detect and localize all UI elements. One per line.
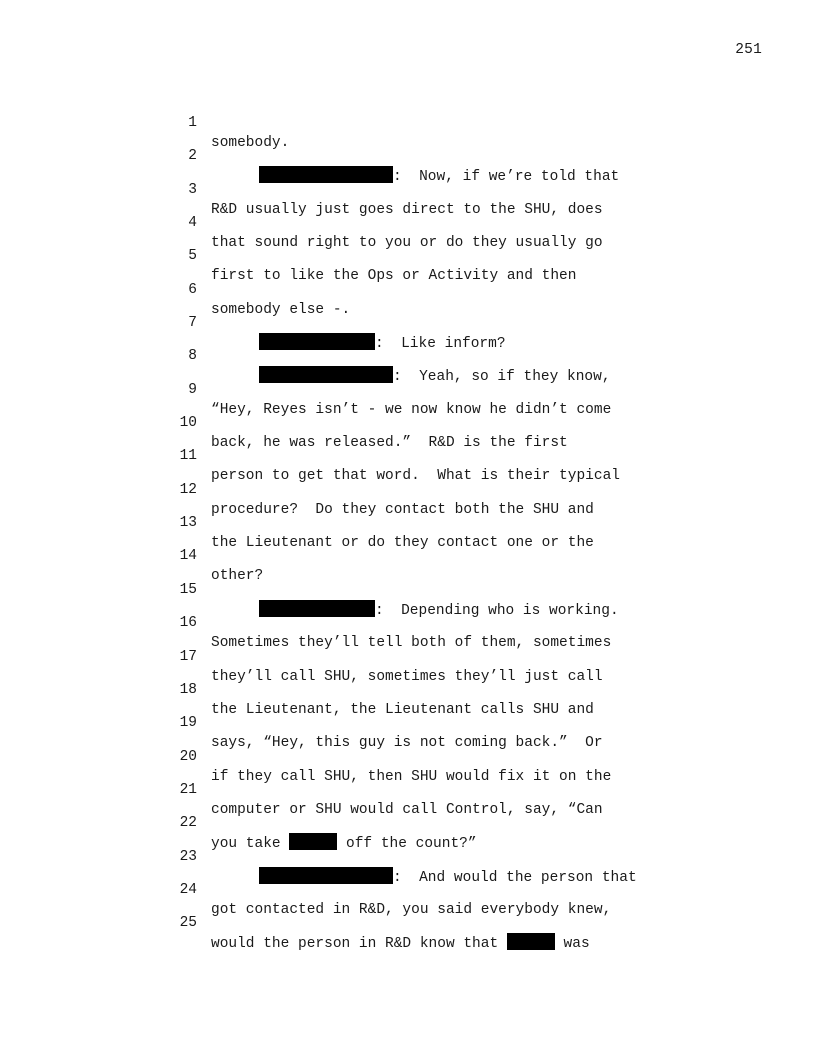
line-text: if they call SHU, then SHU would fix it on the — [211, 768, 612, 785]
line-number: 2 — [188, 148, 197, 165]
line-number: 7 — [188, 315, 197, 332]
transcript-line — [160, 560, 720, 619]
line-number: 12 — [179, 481, 197, 498]
line-text: got contacted in R&D, you said everybody knew, — [211, 901, 612, 918]
line-text: R&D usually just goes direct to the SHU, does — [211, 201, 603, 218]
line-number: 15 — [179, 581, 197, 598]
transcript-line — [160, 593, 720, 652]
redacted-name — [507, 933, 555, 950]
line-number: 24 — [179, 881, 197, 898]
transcript-line — [160, 426, 720, 485]
line-number: 5 — [188, 248, 197, 265]
line-text: procedure? Do they contact both the SHU and — [211, 501, 594, 518]
page-number: 251 — [735, 42, 762, 58]
line-text: : Like inform? — [375, 336, 506, 353]
transcript-line — [160, 693, 720, 752]
transcript-line — [160, 260, 720, 318]
line-text: other? — [211, 568, 264, 585]
line-number: 20 — [179, 748, 197, 765]
line-text-after: off the count?” — [337, 836, 477, 853]
transcript-line — [160, 193, 720, 252]
line-text: “Hey, Reyes isn’t - we now know he didn’t come — [211, 401, 612, 418]
transcript-line — [160, 126, 720, 186]
line-number: 1 — [188, 115, 197, 131]
transcript-line — [160, 293, 720, 353]
line-number: 3 — [188, 181, 197, 198]
transcript-line — [160, 326, 720, 386]
line-number: 23 — [179, 848, 197, 865]
line-number: 25 — [179, 915, 197, 932]
line-text: they’ll call SHU, sometimes they’ll just call — [211, 668, 603, 685]
transcript-line — [160, 793, 720, 853]
transcript-line — [160, 893, 720, 953]
line-text — [211, 933, 590, 954]
line-text-before: would the person in R&D know that — [211, 936, 507, 953]
line-text-before: you take — [211, 836, 290, 853]
transcript-line — [160, 660, 720, 718]
transcript-line — [160, 526, 720, 585]
transcript-line — [160, 827, 720, 886]
transcript-line — [160, 860, 720, 918]
transcript-line — [160, 760, 720, 818]
transcript-line — [160, 226, 720, 285]
line-number: 8 — [188, 348, 197, 365]
line-text: Sometimes they’ll tell both of them, sometimes — [211, 635, 612, 652]
line-text: computer or SHU would call Control, say, “Can — [211, 801, 603, 818]
line-text: that sound right to you or do they usually go — [211, 235, 603, 252]
transcript-body — [160, 93, 720, 953]
line-number: 9 — [188, 381, 197, 398]
line-number: 6 — [188, 281, 197, 298]
line-number: 22 — [179, 815, 197, 832]
transcript-line — [160, 160, 720, 218]
line-text: somebody. — [211, 135, 290, 151]
line-text: : Now, if we’re told that — [393, 169, 620, 186]
line-number: 21 — [179, 781, 197, 798]
transcript-line — [160, 727, 720, 785]
line-number: 18 — [179, 681, 197, 698]
transcript-line — [160, 393, 720, 452]
line-number: 10 — [179, 415, 197, 432]
line-number: 13 — [179, 515, 197, 532]
line-number: 14 — [179, 548, 197, 565]
line-text: says, “Hey, this guy is not coming back.” Or — [211, 735, 603, 752]
line-text: : Yeah, so if they know, — [393, 369, 611, 386]
line-text-after: was — [554, 936, 590, 953]
line-text: : And would the person that — [393, 869, 637, 886]
line-number: 11 — [179, 448, 197, 465]
transcript-line — [160, 460, 720, 518]
line-text: first to like the Ops or Activity and then — [211, 268, 577, 285]
line-number: 19 — [179, 715, 197, 732]
transcript-line — [160, 93, 720, 151]
line-text: the Lieutenant or do they contact one or the — [211, 535, 594, 552]
line-text: the Lieutenant, the Lieutenant calls SHU and — [211, 701, 594, 718]
transcript-line — [160, 360, 720, 418]
line-text: : Depending who is working. — [375, 602, 619, 619]
transcript-line — [160, 627, 720, 685]
transcript-line — [160, 493, 720, 552]
line-text: back, he was released.” R&D is the first — [211, 435, 568, 452]
line-text: somebody else -. — [211, 301, 351, 318]
line-number: 16 — [179, 615, 197, 632]
line-text: person to get that word. What is their typical — [211, 468, 620, 485]
line-number: 4 — [188, 215, 197, 232]
line-number: 17 — [179, 648, 197, 665]
